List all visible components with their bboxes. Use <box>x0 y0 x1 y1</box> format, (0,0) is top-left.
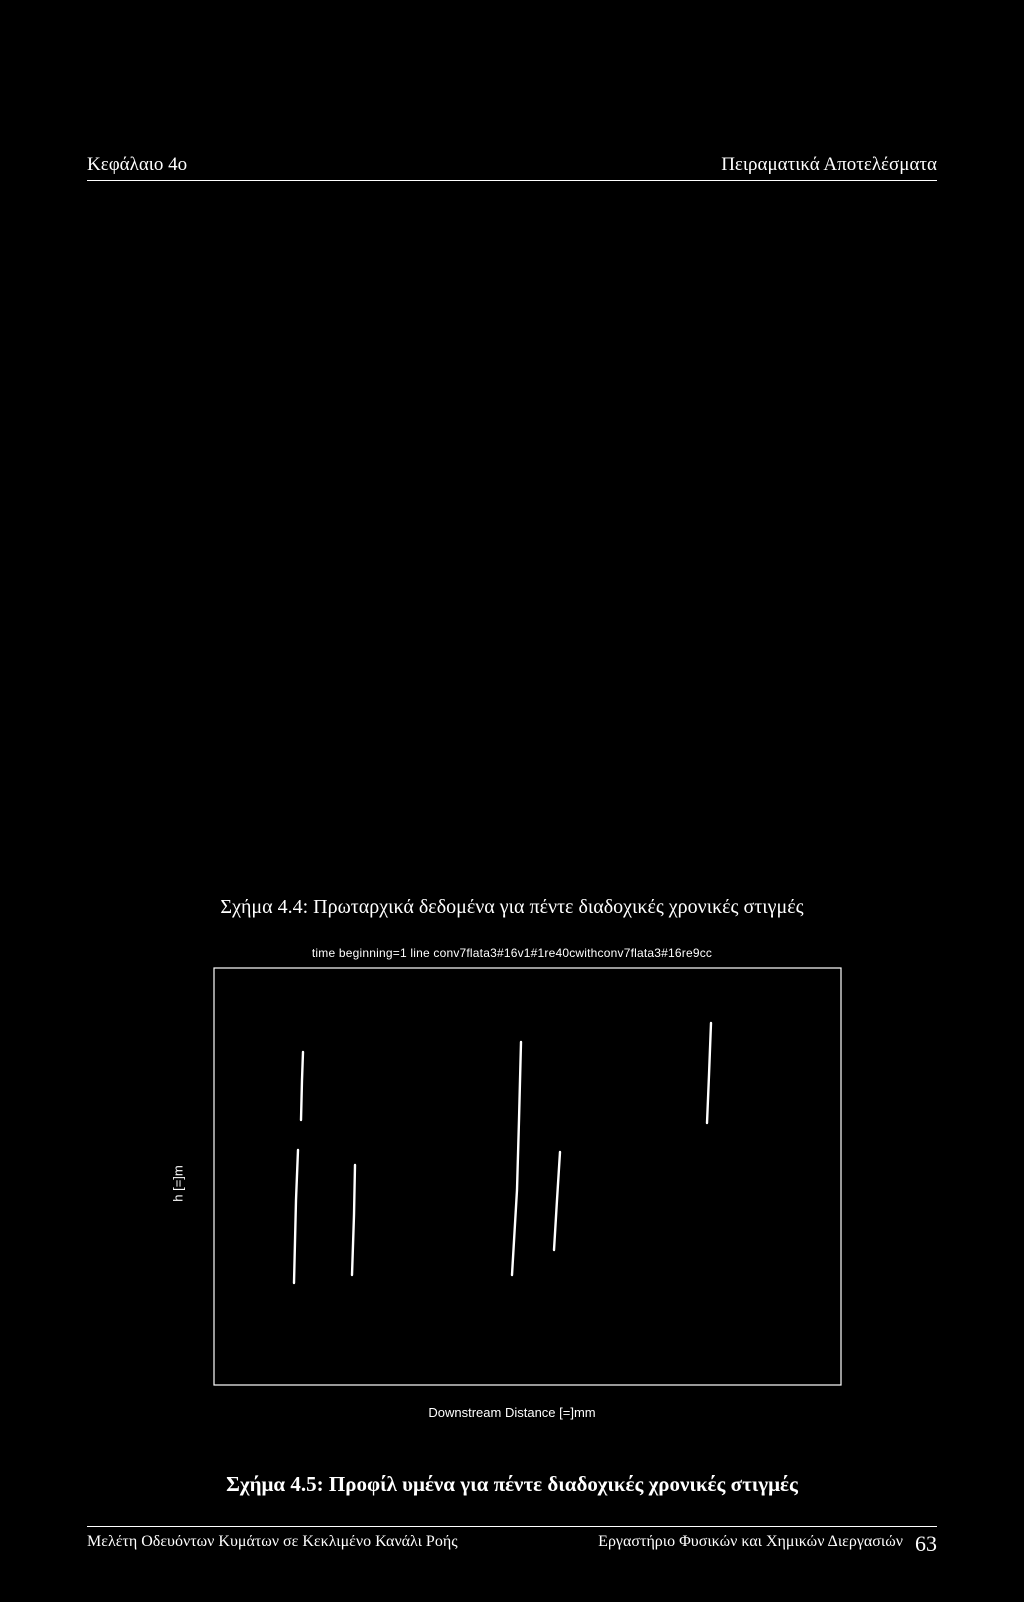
page-footer <box>87 1526 937 1567</box>
profile-line-6 <box>707 1023 711 1123</box>
y-axis-label: h [=]m <box>170 1165 186 1202</box>
profile-line-5 <box>554 1152 560 1250</box>
profile-line-4 <box>512 1042 521 1275</box>
footer-thesis-title: Μελέτη Οδευόντων Κυμάτων σε Κεκλιμένο Κανάλι Ροής <box>87 1533 458 1550</box>
chart-title: time beginning=1 line conv7flata3#16v1#1re40cwithconv7flata3#16re9cc <box>311 946 713 960</box>
chapter-title: Κεφάλαιο 4ο <box>87 154 188 175</box>
page-number: 63 <box>915 1531 937 1556</box>
profile-line-2 <box>294 1150 298 1283</box>
plot-frame <box>214 968 841 1385</box>
x-axis-label: Downstream Distance [=]mm <box>428 1405 596 1420</box>
profile-line-1 <box>301 1052 303 1120</box>
profile-lines <box>294 1023 711 1283</box>
figure-4-4-caption: Σχήμα 4.4: Πρωταρχικά δεδομένα για πέντε διαδοχικές χρονικές στιγμές <box>220 896 804 918</box>
profile-line-3 <box>352 1165 355 1275</box>
footer-lab-name: Εργαστήριο Φυσικών και Χημικών Διεργασιών <box>598 1533 903 1550</box>
figure-4-5-caption: Σχήμα 4.5: Προφίλ υμένα για πέντε διαδοχικές χρονικές στιγμές <box>226 1472 798 1496</box>
section-title: Πειραματικά Αποτελέσματα <box>721 154 937 175</box>
